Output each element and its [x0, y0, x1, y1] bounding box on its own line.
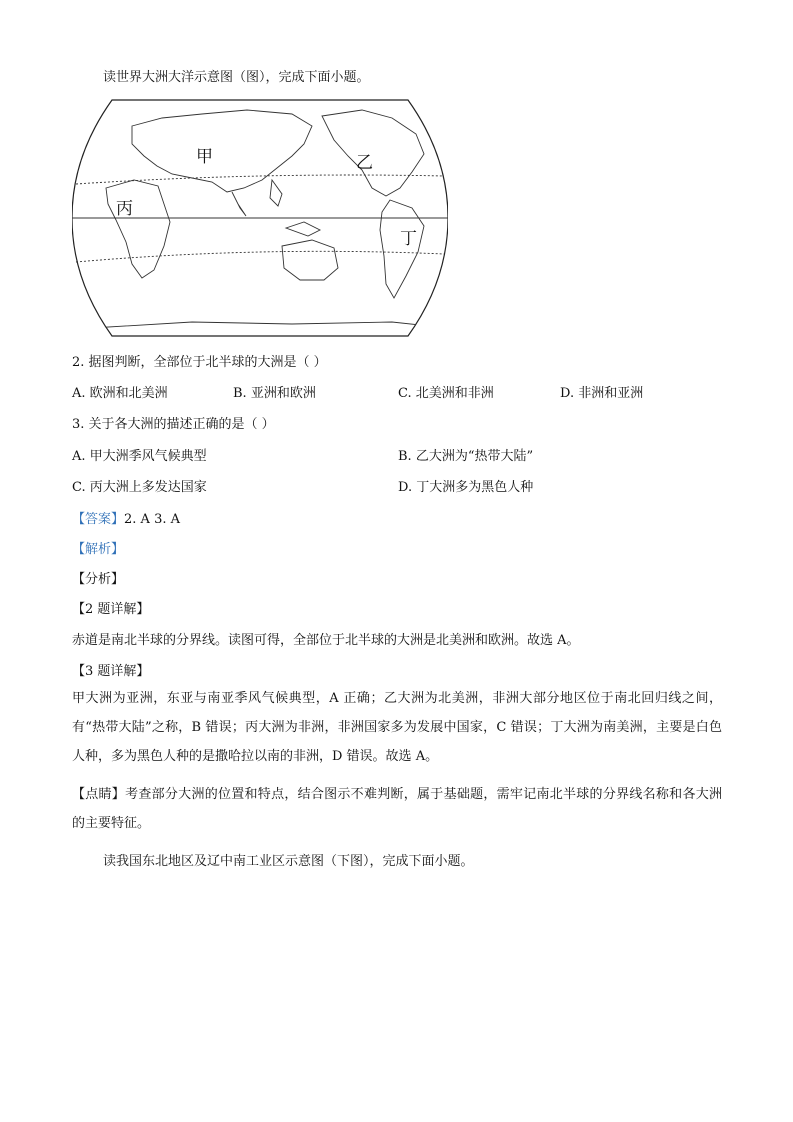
q3-detail-title: 【3 题详解】	[72, 664, 150, 679]
fenxi-label: 【分析】	[72, 572, 125, 587]
q3-option-c: C. 丙大洲上多发达国家	[72, 480, 207, 495]
comment-paragraph	[72, 780, 722, 838]
q2-option-d: D. 非洲和亚洲	[560, 386, 644, 401]
comment-label: 【点睛】	[72, 787, 126, 802]
q3-option-d: D. 丁大洲多为黑色人种	[398, 480, 534, 495]
analysis-label: 【解析】	[72, 542, 125, 557]
answer-line	[72, 508, 180, 527]
question-3-stem: 3. 关于各大洲的描述正确的是（ ）	[72, 417, 275, 432]
q3-detail-text: 甲大洲为亚洲，东亚与南亚季风气候典型，A 正确；乙大洲为北美洲，非洲大部分地区位于南北回归线之间，有“热带大陆”之称，B 错误；丙大洲为非洲，非洲国家多为发展中国家，C 错误；丁大洲为南美洲，主要是白色人种，多为黑色人种的是撒哈拉以南的非洲，D 错误。故选 A。	[72, 691, 722, 764]
intro-text-2: 读我国东北地区及辽中南工业区示意图（下图），完成下面小题。	[103, 854, 474, 869]
q3-option-b: B. 乙大洲为“热带大陆”	[398, 449, 534, 464]
map-label-jia: 甲	[196, 147, 213, 167]
q2-option-c: C. 北美洲和非洲	[398, 386, 494, 401]
q2-option-b: B. 亚洲和欧洲	[233, 386, 316, 401]
comment-text: 考查部分大洲的位置和特点，结合图示不难判断，属于基础题，需牢记南北半球的分界线名称和各大洲的主要特征。	[72, 787, 722, 831]
q2-option-a: A. 欧洲和北美洲	[72, 386, 168, 401]
question-2-stem: 2. 据图判断，全部位于北半球的大洲是（ ）	[72, 355, 327, 370]
intro-text: 读世界大洲大洋示意图（图），完成下面小题。	[103, 70, 370, 85]
q2-detail-text: 赤道是南北半球的分界线。读图可得，全部位于北半球的大洲是北美洲和欧洲。故选 A。	[72, 633, 580, 648]
q2-detail-title: 【2 题详解】	[72, 602, 150, 617]
map-label-bing: 丙	[116, 199, 133, 219]
answer-label: 【答案】	[72, 512, 125, 527]
map-label-ding: 丁	[400, 229, 417, 249]
world-map	[72, 96, 448, 340]
q3-option-a: A. 甲大洲季风气候典型	[72, 449, 207, 464]
answer-text: 2. A 3. A	[124, 512, 180, 527]
map-label-yi: 乙	[356, 153, 373, 173]
